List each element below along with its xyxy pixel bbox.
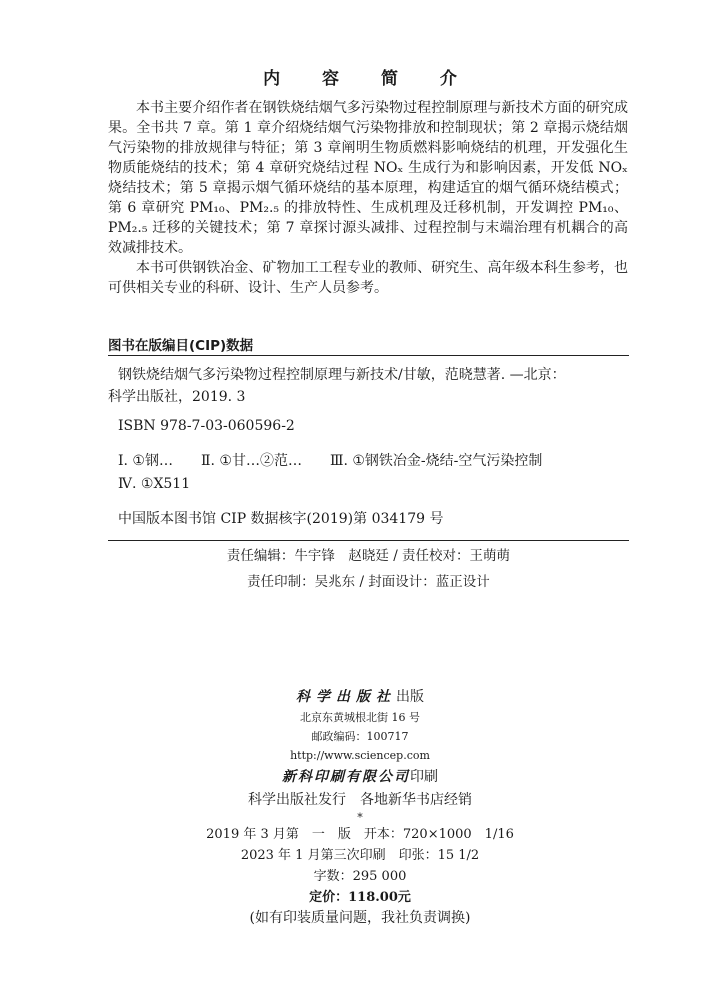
cip-classification (108, 450, 639, 472)
printer-suffix: 印刷 (410, 769, 438, 785)
printer-name (0, 765, 720, 789)
summary-paragraph: 本书可供钢铁冶金、矿物加工工程专业的教师、研究生、高年级本科生参考，也可供相关专业的科研、设计、生产人员参考。 (108, 260, 628, 296)
publisher-logo: 科学出版社 (296, 689, 396, 705)
cip-entry-line: 科学出版社，2019. 3 (108, 389, 246, 405)
summary-title: 内 容 简 介 (263, 69, 475, 89)
edition-line: 2019 年 3 月第 一 版 开本：720×1000 1/16 (206, 827, 514, 842)
cip-entry (108, 364, 629, 408)
cip-class-item: Ⅳ. ①X511 (118, 476, 191, 492)
publisher-block (0, 686, 720, 825)
distribution: 科学出版社发行 各地新华书店经销 (248, 792, 472, 808)
word-count: 字数：295 000 (313, 869, 407, 884)
publisher-address: 北京东黄城根北街 16 号 (300, 711, 420, 724)
cip-record: 中国版本图书馆 CIP 数据核字(2019)第 034179 号 (118, 511, 444, 527)
edition-specs (0, 824, 720, 929)
quality-notice: (如有印装质量问题，我社负责调换) (249, 910, 471, 926)
printer-logo: 新科印刷有限公司 (282, 769, 410, 785)
publisher-suffix: 出版 (396, 689, 424, 705)
cip-entry-line: 钢铁烧结烟气多污染物过程控制原理与新技术/甘敏，范晓慧著. —北京： (118, 367, 566, 383)
staff-credits (108, 543, 629, 595)
cip-heading: 图书在版编目(CIP)数据 (108, 338, 254, 354)
summary-body (108, 98, 628, 298)
cip-class-item: Ⅰ. ①钢… (118, 453, 173, 469)
publisher-postcode: 邮政编码：100717 (311, 730, 409, 743)
summary-paragraph: 本书主要介绍作者在钢铁烧结烟气多污染物过程控制原理与新技术方面的研究成果。全书共 7 章。第 1 章介绍烧结烟气污染物排放和控制现状；第 2 章揭示烧结烟气污染物的排放规律与特征；第 3 章阐明生物质燃料影响烧结的机理，开发强化生物质能烧结的技术；第 4 章研究烧结过程 NOₓ 生成行为和影响因素，开发低 NOₓ 烧结技术；第 5 章揭示烟气循环烧结的基本原理，构建适宜的烟气循环烧结模式；第 6 章研究 PM₁₀、PM₂.₅ 的排放特性、生成机理及迁移机制，开发调控 PM₁₀、PM₂.₅ 迁移的关键技术；第 7 章探讨源头减排、过程控制与末端治理有机耦合的高效减排技术。 (108, 100, 628, 256)
separator-star: * (357, 811, 363, 824)
publisher-website: http://www.sciencep.com (290, 749, 430, 762)
price: 定价：118.00元 (309, 890, 411, 905)
cip-isbn: ISBN 978-7-03-060596-2 (118, 418, 295, 434)
cip-top-rule (108, 355, 629, 356)
cip-bottom-rule (108, 540, 629, 541)
staff-line: 责任印制：吴兆东 / 封面设计：蓝正设计 (247, 574, 490, 590)
publisher-name (0, 686, 720, 708)
printing-line: 2023 年 1 月第三次印刷 印张：15 1/2 (240, 848, 480, 863)
cip-class-item: Ⅲ. ①钢铁冶金-烧结-空气污染控制 (329, 453, 543, 469)
cip-class-item: Ⅱ. ①甘…②范… (200, 453, 302, 469)
staff-line: 责任编辑：牛宇锋 赵晓廷 / 责任校对：王萌萌 (226, 548, 511, 564)
